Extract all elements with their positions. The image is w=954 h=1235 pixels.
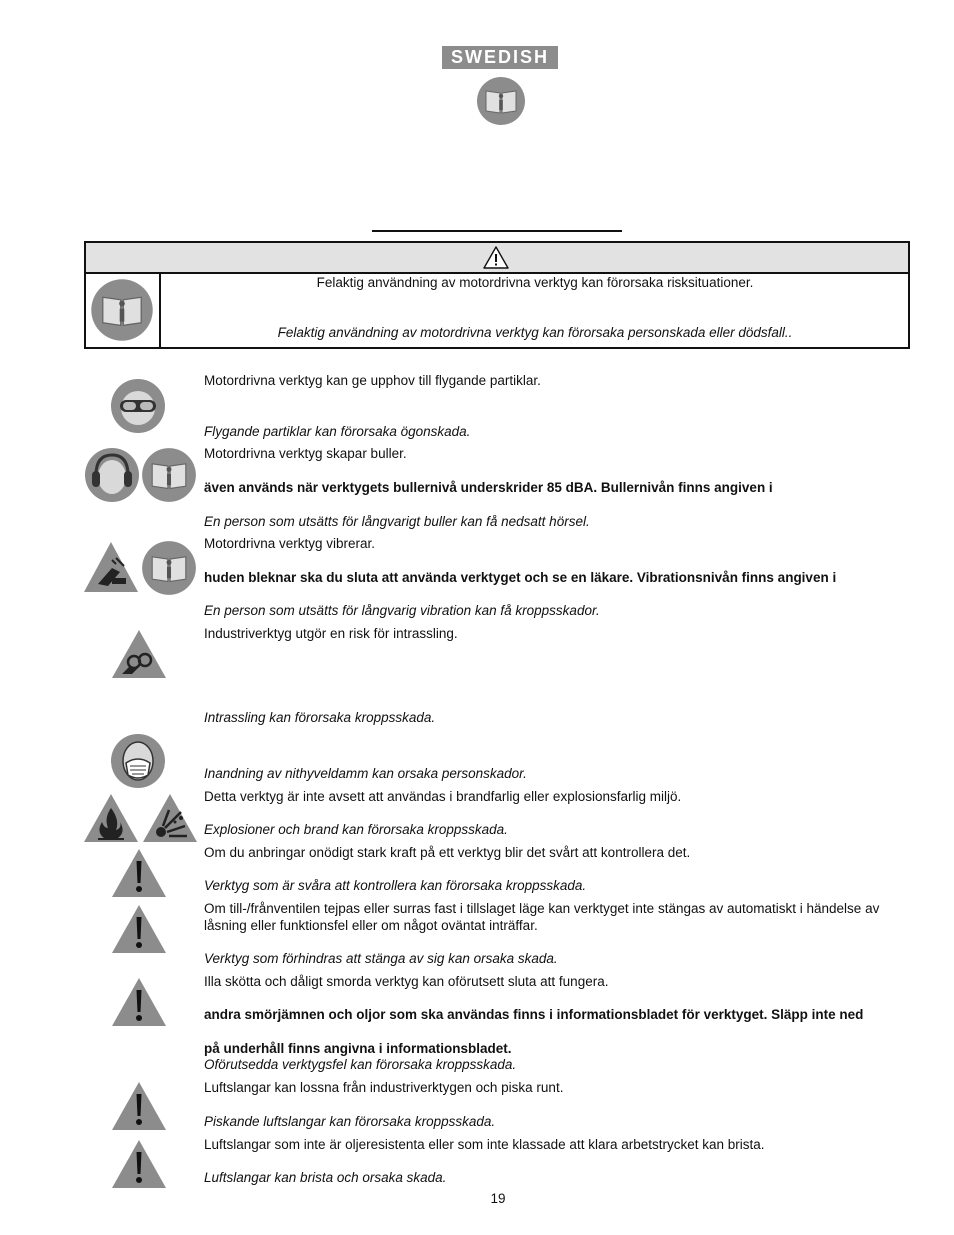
title-underline — [372, 230, 622, 232]
throttle-text-continued: låsning eller funktionsfel eller om något oväntat inträffar. — [204, 918, 538, 933]
entanglement-hazard-icon — [110, 628, 168, 680]
explosion-hazard-icon — [141, 792, 199, 844]
ear-protection-icon — [84, 447, 140, 503]
particles-text: Motordrivna verktyg kan ge upphov till flygande partiklar. — [204, 373, 541, 388]
force-text: Om du anbringar onödigt stark kraft på ett verktyg blir det svårt att kontrollera det. — [204, 845, 691, 860]
warning-triangle-icon — [483, 246, 509, 269]
safety-goggles-icon — [110, 378, 166, 434]
throttle-text: Om till-/frånventilen tejpas eller surras fast i tillslaget läge kan verktyget inte stängas av automatiskt i händelse av — [204, 901, 880, 916]
explosive-text: Detta verktyg är inte avsett att användas i brandfarlig eller explosionsfarlig miljö. — [204, 789, 682, 804]
read-manual-icon — [141, 540, 197, 596]
warning-box — [84, 241, 910, 349]
vibration-text: Motordrivna verktyg vibrerar. — [204, 536, 376, 551]
maintenance-bold-text: andra smörjämnen och oljor som ska användas finns i informationsbladet för verktyget. Släpp inte ned — [204, 1007, 864, 1022]
noise-bold-text: även används när verktygets bullernivå underskrider 85 dBA. Bullernivån finns angiven i — [204, 480, 773, 495]
warning-text: Felaktig användning av motordrivna verktyg kan förorsaka risksituationer. — [316, 275, 754, 290]
maintenance-consequence: Oförutsedda verktygsfel kan förorsaka kroppsskada. — [204, 1057, 517, 1072]
language-tab: SWEDISH — [442, 46, 558, 69]
throttle-consequence: Verktyg som förhindras att stänga av sig kan orsaka skada. — [204, 951, 558, 966]
read-manual-icon — [90, 278, 154, 342]
explosive-consequence: Explosioner och brand kan förorsaka kroppsskada. — [204, 822, 508, 837]
vibration-hazard-icon — [82, 540, 140, 594]
fire-hazard-icon — [82, 792, 140, 844]
read-manual-icon — [141, 447, 197, 503]
vibration-consequence: En person som utsätts för långvarig vibration kan få kroppsskador. — [204, 603, 600, 618]
exclamation-warning-icon — [110, 1080, 168, 1132]
read-manual-icon — [476, 76, 526, 126]
vibration-bold-text: huden bleknar ska du sluta att använda verktyget och se en läkare. Vibrationsnivån finns angiven i — [204, 570, 837, 585]
hose-whip-consequence: Piskande luftslangar kan förorsaka kroppsskada. — [204, 1114, 496, 1129]
exclamation-warning-icon — [110, 1138, 168, 1190]
warning-header — [86, 243, 908, 274]
hose-burst-text: Luftslangar som inte är oljeresistenta eller som inte klassade att klara arbetstrycket kan brista. — [204, 1137, 765, 1152]
page-number: 19 — [490, 1191, 506, 1206]
exclamation-warning-icon — [110, 847, 168, 899]
dust-consequence: Inandning av nithyveldamm kan orsaka personskador. — [204, 766, 527, 781]
maintenance-text: Illa skötta och dåligt smorda verktyg kan oförutsett sluta att fungera. — [204, 974, 609, 989]
particles-consequence: Flygande partiklar kan förorsaka ögonskada. — [204, 424, 471, 439]
hose-burst-consequence: Luftslangar kan brista och orsaka skada. — [204, 1170, 447, 1185]
warning-icon-cell — [86, 274, 161, 347]
exclamation-warning-icon — [110, 976, 168, 1028]
respirator-mask-icon — [110, 733, 166, 789]
exclamation-warning-icon — [110, 903, 168, 955]
entanglement-consequence: Intrassling kan förorsaka kroppsskada. — [204, 710, 436, 725]
entanglement-text: Industriverktyg utgör en risk för intrassling. — [204, 626, 458, 641]
force-consequence: Verktyg som är svåra att kontrollera kan förorsaka kroppsskada. — [204, 878, 587, 893]
noise-consequence: En person som utsätts för långvarigt buller kan få nedsatt hörsel. — [204, 514, 590, 529]
hose-whip-text: Luftslangar kan lossna från industriverktygen och piska runt. — [204, 1080, 564, 1095]
noise-text: Motordrivna verktyg skapar buller. — [204, 446, 407, 461]
warning-consequence: Felaktig användning av motordrivna verktyg kan förorsaka personskada eller dödsfall.. — [277, 325, 793, 340]
maintenance-bold-text-continued: på underhåll finns angivna i informationsbladet. — [204, 1041, 512, 1056]
